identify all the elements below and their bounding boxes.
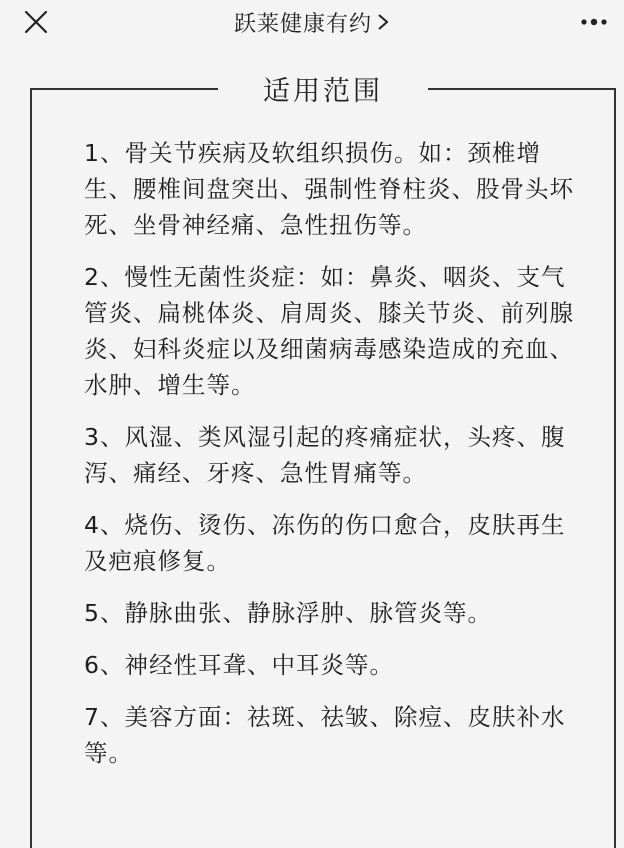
list-item: 5、静脉曲张、静脉浮肿、脉管炎等。 bbox=[84, 599, 492, 627]
list-item: 1、骨关节疾病及软组织损伤。如：颈椎增生、腰椎间盘突出、强制性脊柱炎、股骨头坏死、坐骨神经痛、急性扭伤等。 bbox=[84, 139, 574, 239]
page-title[interactable]: 跃莱健康有约 bbox=[233, 11, 372, 37]
title-wrap[interactable] bbox=[0, 0, 624, 44]
more-dots-icon[interactable] bbox=[578, 10, 610, 34]
section-title-wrap bbox=[218, 66, 428, 110]
list-item: 2、慢性无菌性炎症：如：鼻炎、咽炎、支气管炎、扁桃体炎、肩周炎、膝关节炎、前列腺炎、妇科炎症以及细菌病毒感染造成的充血、水肿、增生等。 bbox=[84, 263, 574, 399]
list-item: 6、神经性耳聋、中耳炎等。 bbox=[84, 651, 394, 679]
chevron-right-icon bbox=[376, 12, 390, 32]
list-item: 3、风湿、类风湿引起的疼痛症状，头疼、腹泻、痛经、牙疼、急性胃痛等。 bbox=[84, 423, 566, 487]
list-item: 7、美容方面：祛斑、祛皱、除痘、皮肤补水等。 bbox=[84, 703, 566, 767]
section-title: 适用范围 bbox=[263, 75, 383, 107]
list-item: 4、烧伤、烫伤、冻伤的伤口愈合，皮肤再生及疤痕修复。 bbox=[84, 511, 566, 575]
top-bar bbox=[0, 0, 624, 44]
content-list bbox=[84, 135, 576, 787]
